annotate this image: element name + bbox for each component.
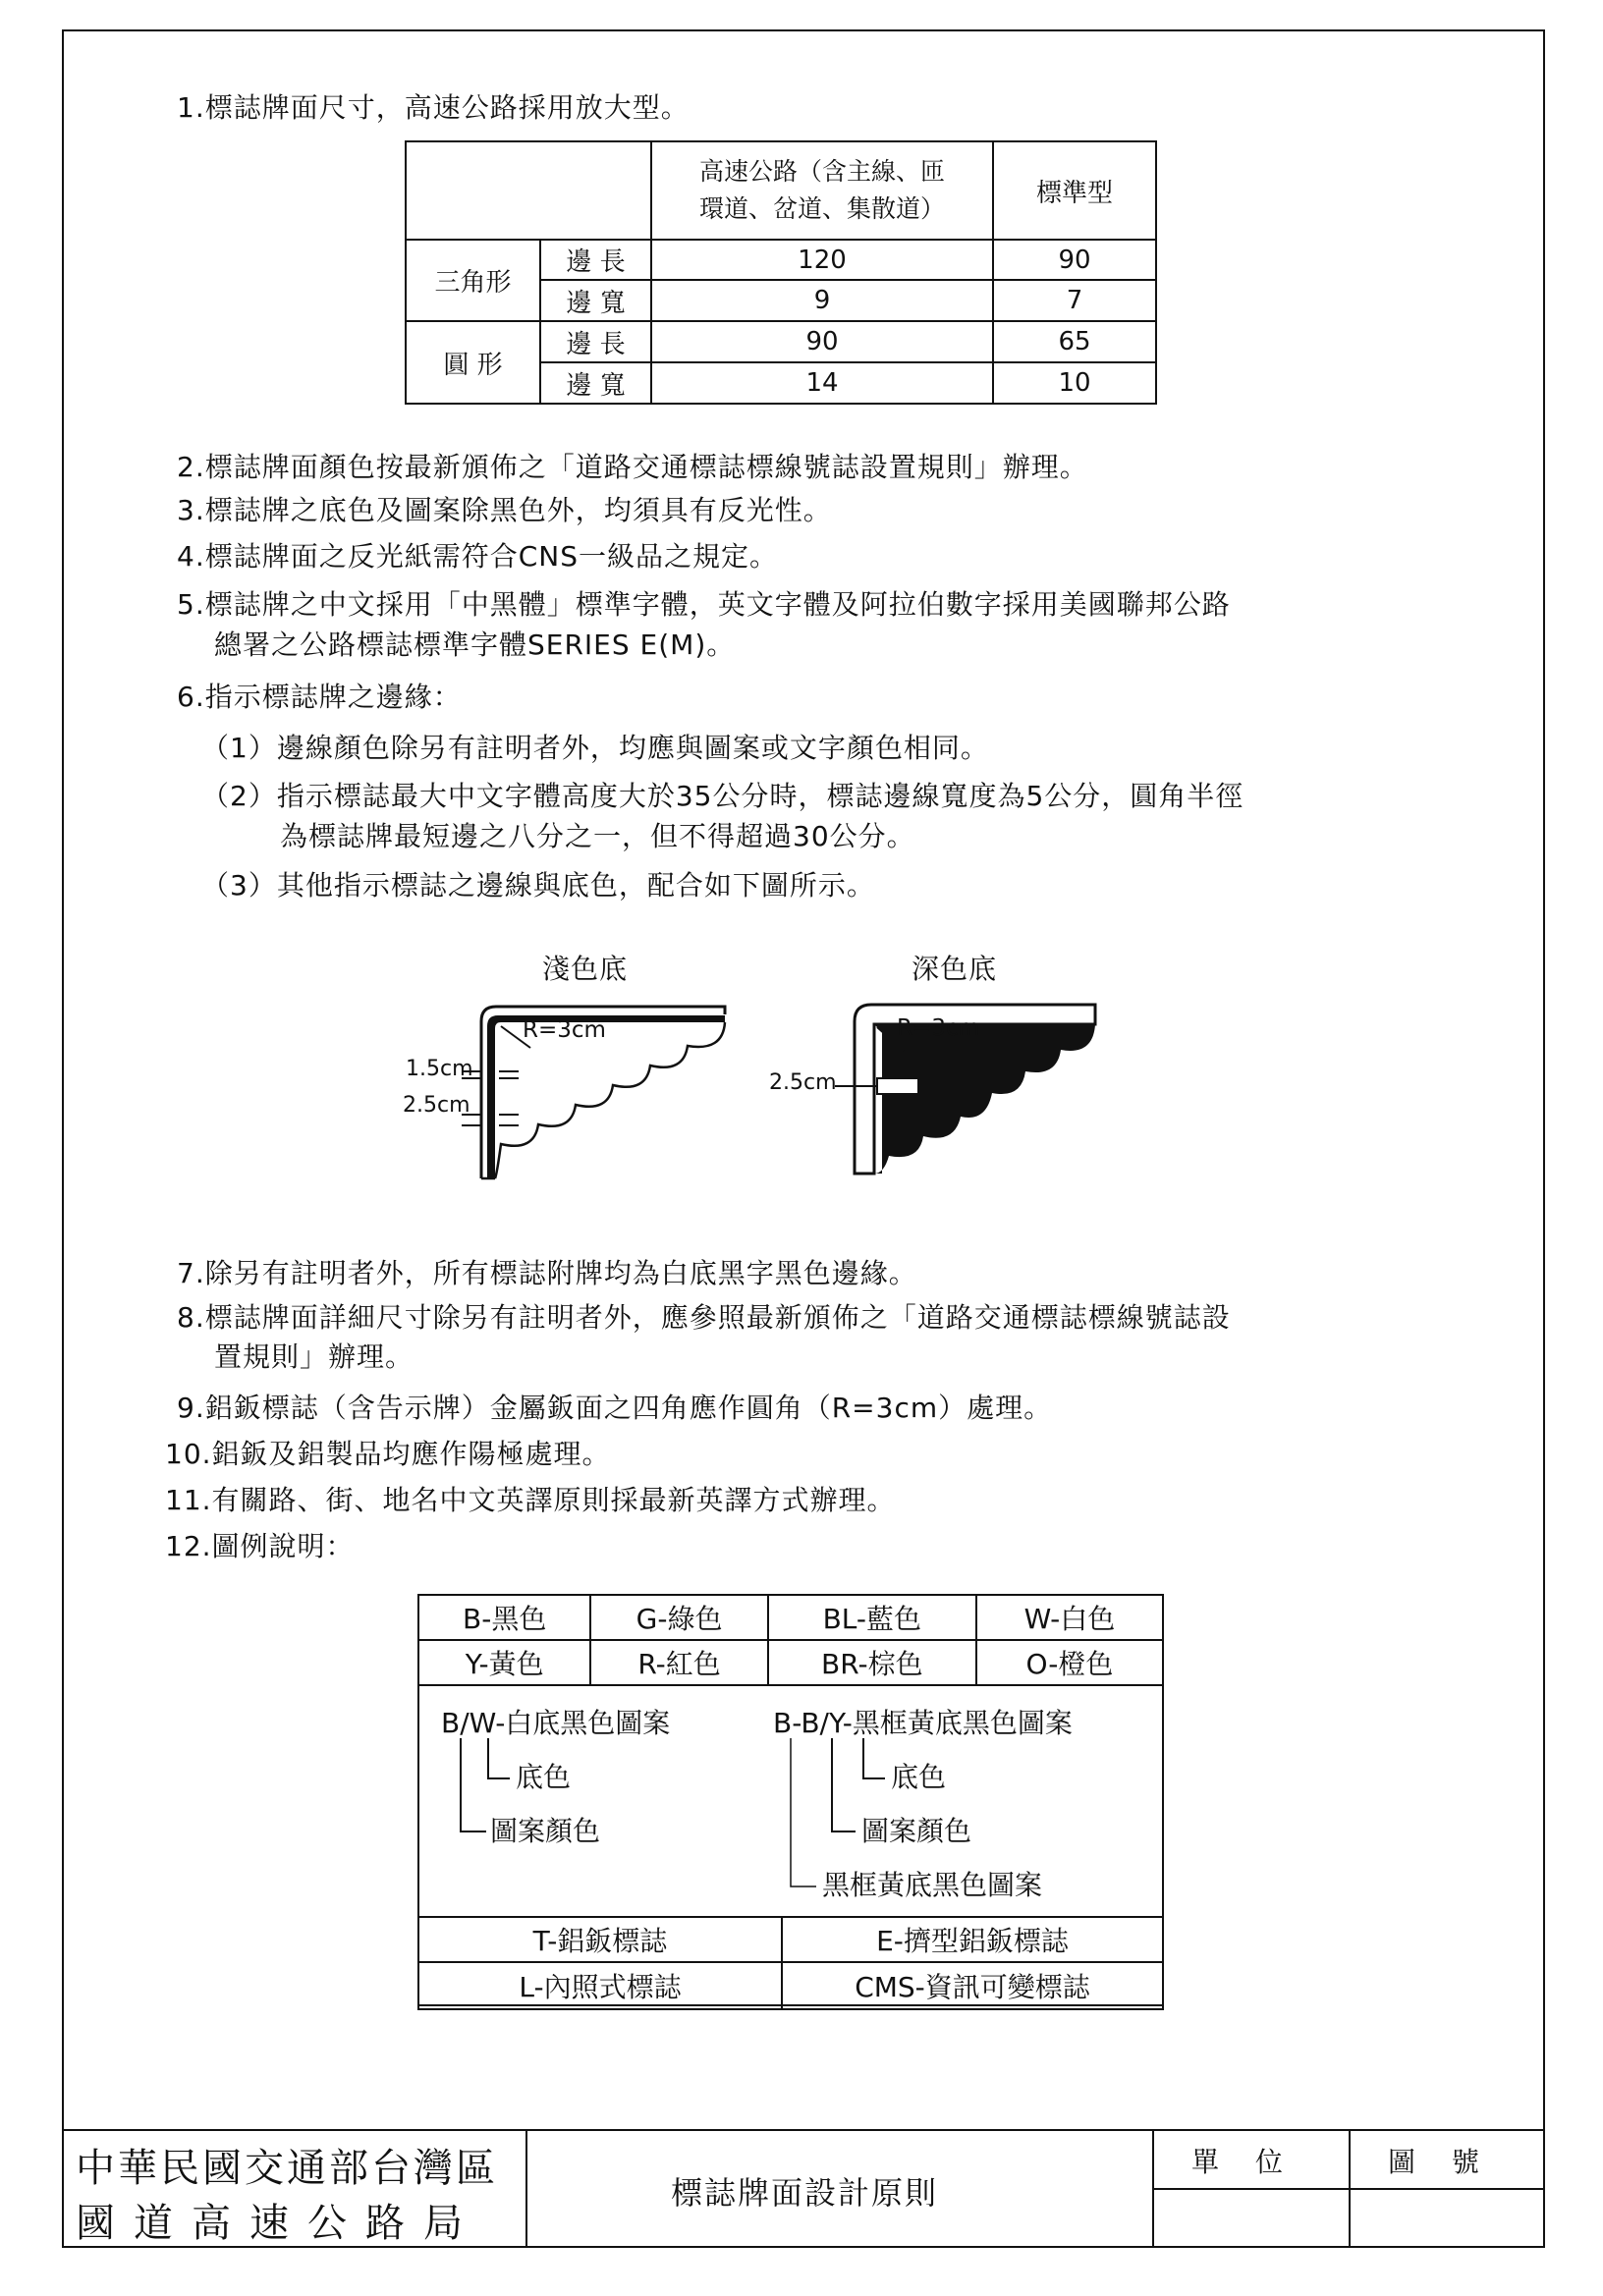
legend-connector-lines <box>419 1596 1166 1920</box>
cell-cir-len-hw: 90 <box>651 321 993 362</box>
legend-type-t: T-鋁鈑標誌 <box>418 1917 782 1962</box>
legend-color-blue: BL-藍色 <box>768 1595 976 1640</box>
legend-bby-background: 底色 <box>891 1761 947 1793</box>
org-name-line-2: 國道高速公路局 <box>76 2201 481 2246</box>
legend-bw-pattern: 圖案顏色 <box>490 1815 601 1847</box>
drawing-title: 標誌牌面設計原則 <box>671 2174 939 2212</box>
note-6-1: （1）邊線顏色除另有註明者外，均應與圖案或文字顏色相同。 <box>201 732 989 764</box>
light-radius-label: R=3cm <box>523 1017 606 1043</box>
cell-cir-wid-std: 10 <box>993 362 1156 404</box>
label-side-width: 邊 寬 <box>540 362 651 404</box>
legend-color-orange: O-橙色 <box>976 1640 1163 1685</box>
legend-code-bw: B/W-白底黑色圖案 <box>441 1707 671 1739</box>
note-8-line-2: 置規則」辦理。 <box>214 1340 415 1373</box>
unit-label: 單 位 <box>1191 2146 1297 2178</box>
note-6-2-line-1: （2）指示標誌最大中文字體高度大於35公分時，標誌邊線寬度為5公分，圓角半徑 <box>201 780 1244 812</box>
cell-tri-len-std: 90 <box>993 240 1156 280</box>
label-side-length: 邊 長 <box>540 240 651 280</box>
dark-background-title: 深色底 <box>912 953 998 985</box>
edge-diagrams <box>393 987 1139 1193</box>
size-table <box>405 140 1157 405</box>
note-6-3: （3）其他指示標誌之邊線與底色，配合如下圖所示。 <box>201 869 875 902</box>
legend-color-black: B-黑色 <box>418 1595 590 1640</box>
legend-code-bby: B-B/Y-黑框黃底黑色圖案 <box>773 1707 1073 1739</box>
light-dim-2-5cm: 2.5cm <box>403 1093 470 1118</box>
label-side-width: 邊 寬 <box>540 280 651 321</box>
note-10: 10.鋁鈑及鋁製品均應作陽極處理。 <box>165 1438 611 1470</box>
legend-bby-frame: 黑框黃底黑色圖案 <box>822 1869 1043 1901</box>
note-6: 6.指示標誌牌之邊緣： <box>177 681 462 713</box>
note-2: 2.標誌牌面顏色按最新頒佈之「道路交通標誌標線號誌設置規則」辦理。 <box>177 451 1088 483</box>
cell-tri-len-hw: 120 <box>651 240 993 280</box>
legend-bw-background: 底色 <box>516 1761 572 1793</box>
shape-circle: 圓 形 <box>406 321 540 404</box>
dark-radius-label: R=3cm <box>897 1015 980 1041</box>
note-4: 4.標誌牌面之反光紙需符合CNS一級品之規定。 <box>177 540 778 573</box>
cell-cir-len-std: 65 <box>993 321 1156 362</box>
cell-tri-wid-std: 7 <box>993 280 1156 321</box>
legend-color-red: R-紅色 <box>590 1640 767 1685</box>
light-background-title: 淺色底 <box>542 953 629 985</box>
note-5-line-2: 總署之公路標誌標準字體SERIES E(M)。 <box>214 629 736 661</box>
legend-type-e: E-擠型鋁鈑標誌 <box>782 1917 1163 1962</box>
size-table-header-highway-1: 高速公路（含主線、匝 <box>698 157 945 186</box>
legend-type-l: L-內照式標誌 <box>418 1962 782 2009</box>
org-name-line-1: 中華民國交通部台灣區 <box>76 2146 498 2191</box>
legend-bby-pattern: 圖案顏色 <box>861 1815 972 1847</box>
note-11: 11.有關路、街、地名中文英譯原則採最新英譯方式辦理。 <box>165 1484 896 1516</box>
title-block <box>62 2129 1545 2248</box>
note-1: 1.標誌牌面尺寸，高速公路採用放大型。 <box>177 91 690 124</box>
legend-type-cms: CMS-資訊可變標誌 <box>782 1962 1163 2009</box>
cell-tri-wid-hw: 9 <box>651 280 993 321</box>
drawing-number-label: 圖 號 <box>1388 2146 1493 2178</box>
size-table-header-standard: 標準型 <box>993 141 1156 240</box>
note-7: 7.除另有註明者外，所有標誌附牌均為白底黑字黑色邊緣。 <box>177 1257 917 1289</box>
legend-color-yellow: Y-黃色 <box>418 1640 590 1685</box>
legend-color-green: G-綠色 <box>590 1595 767 1640</box>
light-dim-1-5cm: 1.5cm <box>406 1057 473 1081</box>
legend-box <box>417 1594 1164 2006</box>
note-5-line-1: 5.標誌牌之中文採用「中黑體」標準字體，英文字體及阿拉伯數字採用美國聯邦公路 <box>177 588 1231 621</box>
size-table-header-highway-2: 環道、岔道、集散道） <box>698 194 945 223</box>
shape-triangle: 三角形 <box>406 240 540 321</box>
note-8-line-1: 8.標誌牌面詳細尺寸除另有註明者外，應參照最新頒佈之「道路交通標誌標線號誌設 <box>177 1301 1231 1334</box>
label-side-length: 邊 長 <box>540 321 651 362</box>
legend-color-brown: BR-棕色 <box>768 1640 976 1685</box>
dark-dim-2-5cm: 2.5cm <box>769 1070 837 1095</box>
note-3: 3.標誌牌之底色及圖案除黑色外，均須具有反光性。 <box>177 494 832 526</box>
note-6-2-line-2: 為標誌牌最短邊之八分之一，但不得超過30公分。 <box>280 820 915 852</box>
legend-color-white: W-白色 <box>976 1595 1163 1640</box>
note-12: 12.圖例說明： <box>165 1530 355 1562</box>
cell-cir-wid-hw: 14 <box>651 362 993 404</box>
note-9: 9.鋁鈑標誌（含告示牌）金屬鈑面之四角應作圓角（R=3cm）處理。 <box>177 1392 1053 1424</box>
